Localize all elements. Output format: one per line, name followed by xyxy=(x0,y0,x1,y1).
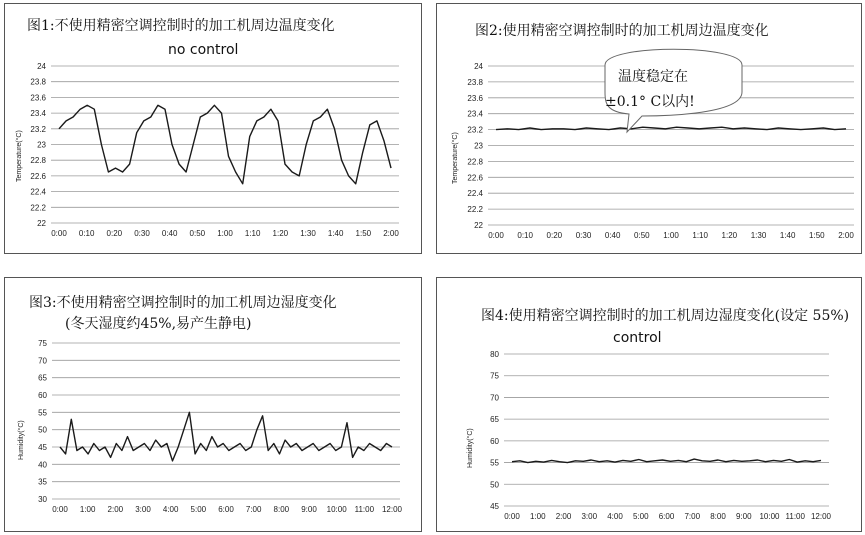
y-tick-label: 22.4 xyxy=(30,187,46,197)
x-tick-label: 0:40 xyxy=(604,231,621,240)
series-line xyxy=(60,412,392,461)
y-tick-label: 22 xyxy=(474,221,483,230)
x-tick-label: 12:00 xyxy=(381,505,403,514)
x-tick-label: 9:00 xyxy=(735,512,752,521)
y-tick-label: 55 xyxy=(38,408,47,418)
y-tick-label: 80 xyxy=(490,350,499,359)
chart-1-svg xyxy=(5,4,423,255)
x-tick-label: 1:10 xyxy=(692,231,708,240)
y-tick-label: 60 xyxy=(490,436,499,446)
x-tick-label: 3:00 xyxy=(581,512,598,521)
x-tick-label: 1:40 xyxy=(327,229,344,238)
callout-line-1: 温度稳定在 xyxy=(618,69,688,85)
x-tick-label: 1:00 xyxy=(79,505,96,514)
chart-3-title: 图3:不使用精密空调控制时的加工机周边湿度变化 xyxy=(29,295,337,311)
x-tick-label: 0:30 xyxy=(575,231,592,240)
x-tick-label: 9:00 xyxy=(301,505,317,514)
y-tick-label: 65 xyxy=(38,373,47,383)
x-tick-label: 2:00 xyxy=(555,512,572,521)
x-tick-label: 0:20 xyxy=(546,231,563,240)
x-tick-label: 1:10 xyxy=(244,229,261,238)
y-tick-label: 23.4 xyxy=(467,109,483,119)
y-tick-label: 22.2 xyxy=(30,203,46,213)
y-tick-label: 70 xyxy=(490,393,499,403)
x-tick-label: 0:10 xyxy=(78,229,95,238)
y-tick-label: 35 xyxy=(38,477,47,487)
chart-3-subtitle: (冬天湿度约45%,易产生静电) xyxy=(65,316,252,332)
x-tick-label: 12:00 xyxy=(810,512,832,521)
y-tick-label: 22.4 xyxy=(467,189,483,199)
x-tick-label: 10:00 xyxy=(326,505,347,514)
x-tick-label: 0:20 xyxy=(106,229,123,238)
series-line xyxy=(512,459,821,463)
callout-bubble xyxy=(605,49,742,132)
x-tick-label: 0:40 xyxy=(161,229,178,238)
x-tick-label: 0:30 xyxy=(134,229,150,238)
y-tick-label: 30 xyxy=(38,495,47,504)
chart-3-ylabel: Humidity(°C) xyxy=(18,420,25,460)
y-tick-label: 23.8 xyxy=(30,77,46,87)
y-tick-label: 23.6 xyxy=(467,93,483,103)
x-tick-label: 1:30 xyxy=(750,231,767,240)
y-tick-label: 40 xyxy=(38,460,47,470)
y-tick-label: 22.8 xyxy=(30,156,46,166)
chart-panel-2 xyxy=(436,3,862,254)
x-tick-label: 3:00 xyxy=(135,505,151,514)
chart-4-title: 图4:使用精密空调控制时的加工机周边湿度变化(设定 55%) xyxy=(481,308,850,324)
x-tick-label: 1:50 xyxy=(809,231,825,240)
y-tick-label: 22 xyxy=(37,219,46,228)
x-tick-label: 4:00 xyxy=(607,512,623,521)
x-tick-label: 11:00 xyxy=(354,505,375,514)
x-tick-label: 10:00 xyxy=(759,512,780,521)
y-tick-label: 22.8 xyxy=(467,157,483,167)
x-tick-label: 4:00 xyxy=(162,505,179,514)
y-tick-label: 23 xyxy=(37,140,46,150)
y-tick-label: 55 xyxy=(490,458,499,468)
chart-panel-4 xyxy=(436,277,862,532)
x-tick-label: 1:40 xyxy=(779,231,796,240)
x-tick-label: 7:00 xyxy=(245,505,262,514)
y-tick-label: 50 xyxy=(490,480,499,490)
y-tick-label: 22.6 xyxy=(467,173,483,183)
chart-1-subtitle: no control xyxy=(168,42,239,58)
x-tick-label: 6:00 xyxy=(218,505,234,514)
chart-3-plot xyxy=(38,339,402,514)
chart-4-plot xyxy=(490,350,831,521)
y-tick-label: 24 xyxy=(474,62,483,71)
y-tick-label: 45 xyxy=(490,502,499,511)
y-tick-label: 23.8 xyxy=(467,77,483,87)
y-tick-label: 60 xyxy=(38,391,47,400)
y-tick-label: 23.6 xyxy=(30,93,46,103)
x-tick-label: 1:20 xyxy=(721,231,738,240)
chart-panel-1 xyxy=(4,3,422,254)
y-tick-label: 23.4 xyxy=(30,109,46,119)
chart-panel-3 xyxy=(4,277,422,532)
chart-3-svg xyxy=(5,278,423,533)
y-tick-label: 65 xyxy=(490,415,499,425)
y-tick-label: 22.2 xyxy=(467,205,483,215)
x-tick-label: 0:10 xyxy=(517,231,533,240)
chart-1-title: 图1:不使用精密空调控制时的加工机周边温度变化 xyxy=(27,18,335,34)
chart-1-plot xyxy=(30,62,399,238)
x-tick-label: 0:00 xyxy=(52,505,68,514)
y-tick-label: 24 xyxy=(37,62,46,71)
y-tick-label: 70 xyxy=(38,356,47,366)
chart-2-ylabel: Temperature(°C) xyxy=(452,132,459,184)
x-tick-label: 5:00 xyxy=(632,512,649,521)
x-tick-label: 0:00 xyxy=(504,512,520,521)
x-tick-label: 7:00 xyxy=(684,512,701,521)
x-tick-label: 1:30 xyxy=(300,229,316,238)
x-tick-label: 6:00 xyxy=(658,512,675,521)
y-tick-label: 23 xyxy=(474,141,483,151)
x-tick-label: 2:00 xyxy=(107,505,124,514)
x-tick-label: 0:50 xyxy=(189,229,206,238)
chart-2-svg xyxy=(437,4,863,255)
y-tick-label: 75 xyxy=(38,339,47,348)
x-tick-label: 1:00 xyxy=(217,229,233,238)
x-tick-label: 1:20 xyxy=(272,229,289,238)
y-tick-label: 45 xyxy=(38,443,47,452)
y-tick-label: 23.2 xyxy=(467,125,483,135)
callout-line-2: ±0.1° C以内! xyxy=(605,94,695,110)
y-tick-label: 75 xyxy=(490,371,499,381)
chart-4-svg xyxy=(437,278,863,533)
y-tick-label: 23.2 xyxy=(30,124,46,134)
chart-2-title: 图2:使用精密空调控制时的加工机周边温度变化 xyxy=(475,23,769,39)
x-tick-label: 11:00 xyxy=(785,512,805,521)
x-tick-label: 1:50 xyxy=(355,229,372,238)
y-tick-label: 22.6 xyxy=(30,171,46,181)
x-tick-label: 1:00 xyxy=(529,512,546,521)
x-tick-label: 0:00 xyxy=(488,231,504,240)
x-tick-label: 2:00 xyxy=(383,229,399,238)
x-tick-label: 0:00 xyxy=(51,229,67,238)
x-tick-label: 8:00 xyxy=(710,512,726,521)
x-tick-label: 1:00 xyxy=(663,231,679,240)
x-tick-label: 5:00 xyxy=(190,505,207,514)
chart-4-subtitle: control xyxy=(613,330,662,346)
chart-4-ylabel: Humidity(°C) xyxy=(467,428,474,468)
x-tick-label: 8:00 xyxy=(273,505,290,514)
chart-2-callout xyxy=(605,49,742,132)
x-tick-label: 2:00 xyxy=(838,231,854,240)
x-tick-label: 0:50 xyxy=(634,231,650,240)
chart-1-ylabel: Temperature(°C) xyxy=(16,130,23,182)
y-tick-label: 50 xyxy=(38,425,47,435)
